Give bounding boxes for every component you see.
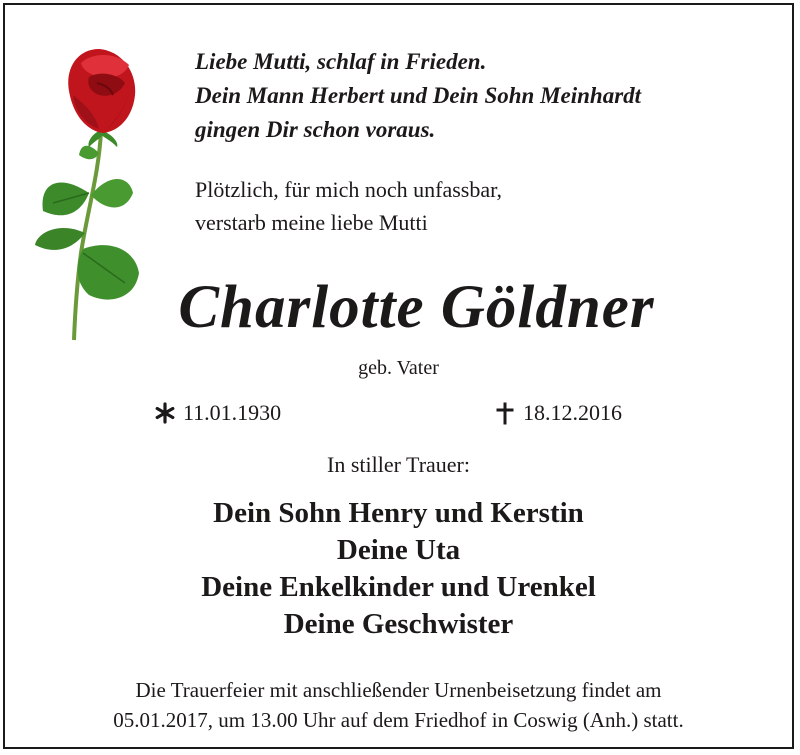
maiden-name: geb. Vater — [358, 357, 439, 379]
birth-date: 11.01.1930 — [183, 400, 282, 425]
obituary-frame — [3, 3, 794, 749]
survivors-list — [5, 495, 792, 643]
funeral-line: Die Trauerfeier mit anschließender Urnenbeisetzung findet am — [135, 678, 662, 702]
survivor-entry: Dein Sohn Henry und Kerstin — [213, 497, 584, 529]
quote-line: gingen Dir schon voraus. — [195, 117, 436, 142]
funeral-notice — [5, 675, 792, 735]
quote-block — [195, 45, 641, 147]
death-date: 18.12.2016 — [523, 400, 622, 425]
deceased-name: Charlotte Göldner — [178, 274, 655, 341]
birth-date-row — [153, 400, 281, 426]
cross-icon — [493, 401, 517, 425]
survivor-entry: Deine Uta — [336, 534, 461, 566]
asterisk-icon — [153, 401, 177, 425]
mourning-line: In stiller Trauer: — [327, 452, 470, 477]
death-date-row — [493, 400, 622, 426]
quote-line: Liebe Mutti, schlaf in Frieden. — [195, 49, 487, 74]
survivor-entry: Deine Enkelkinder und Urenkel — [201, 571, 596, 603]
intro-line: verstarb meine liebe Mutti — [195, 210, 428, 235]
funeral-line: 05.01.2017, um 13.00 Uhr auf dem Friedhof in Coswig (Anh.) statt. — [113, 708, 684, 732]
intro-line: Plötzlich, für mich noch unfassbar, — [195, 177, 503, 202]
survivor-entry: Deine Geschwister — [283, 608, 514, 640]
intro-block — [195, 173, 502, 239]
quote-line: Dein Mann Herbert und Dein Sohn Meinhardt — [195, 83, 642, 108]
